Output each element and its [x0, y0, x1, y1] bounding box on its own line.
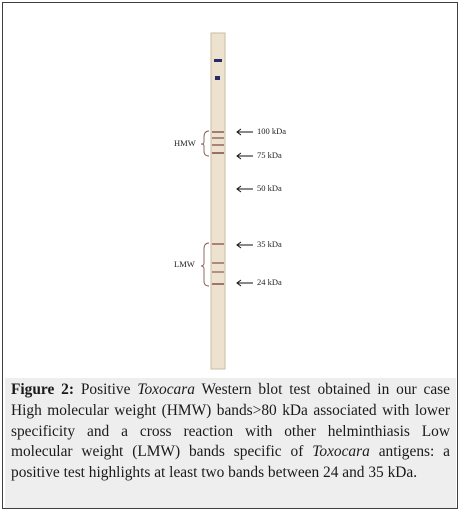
arrow-100-kda-icon: [237, 129, 253, 135]
marker-label-75-kda: 75 kDa: [257, 150, 282, 160]
arrow-24-kda-icon: [237, 280, 253, 286]
caption-italic-1: Toxocara: [137, 381, 195, 398]
hmw-band-2: [212, 137, 224, 139]
blot-strip: [211, 33, 225, 369]
caption-italic-2: Toxocara: [312, 443, 370, 461]
arrow-50-kda-icon: [237, 186, 253, 192]
marker-label-50-kda: 50 kDa: [257, 183, 282, 193]
caption-text-2: Western blot test obtained in our case High molecular weight (HMW) bands>80 kDa associated with lower specificity and a cross reaction with other helminthiasis Low molecular weight (LMW) bands specific of: [11, 381, 450, 461]
marker-label-35-kda: 35 kDa: [257, 239, 282, 249]
lmw-band-2: [212, 262, 224, 264]
figure-caption: [5, 378, 456, 508]
lmw-band-3: [212, 271, 224, 273]
hmw-label: HMW: [174, 138, 196, 148]
lmw-label: LMW: [174, 259, 195, 269]
marker-label-100-kda: 100 kDa: [257, 126, 287, 136]
caption-label: Figure 2:: [11, 381, 74, 398]
lmw-bracket-icon: [201, 243, 209, 286]
western-blot-figure: [3, 3, 459, 378]
caption-text-1: Positive: [74, 381, 138, 398]
hmw-band-1: [212, 131, 224, 133]
lmw-band-4: [212, 283, 224, 285]
hmw-bracket-icon: [201, 131, 209, 156]
strip-top-marker: [214, 59, 222, 62]
figure-frame: [2, 2, 458, 509]
strip-second-marker: [215, 76, 220, 80]
arrow-75-kda-icon: [237, 153, 253, 159]
marker-label-24-kda: 24 kDa: [257, 277, 282, 287]
blot-image: [3, 3, 459, 378]
lmw-band-1: [212, 243, 224, 245]
caption-paragraph: [11, 380, 450, 484]
arrow-35-kda-icon: [237, 242, 253, 248]
hmw-band-4: [212, 152, 224, 154]
hmw-band-3: [212, 144, 224, 146]
caption-text-3: antigens: a positive test highlights at least two bands between 24 and 35 kDa.: [11, 443, 451, 482]
